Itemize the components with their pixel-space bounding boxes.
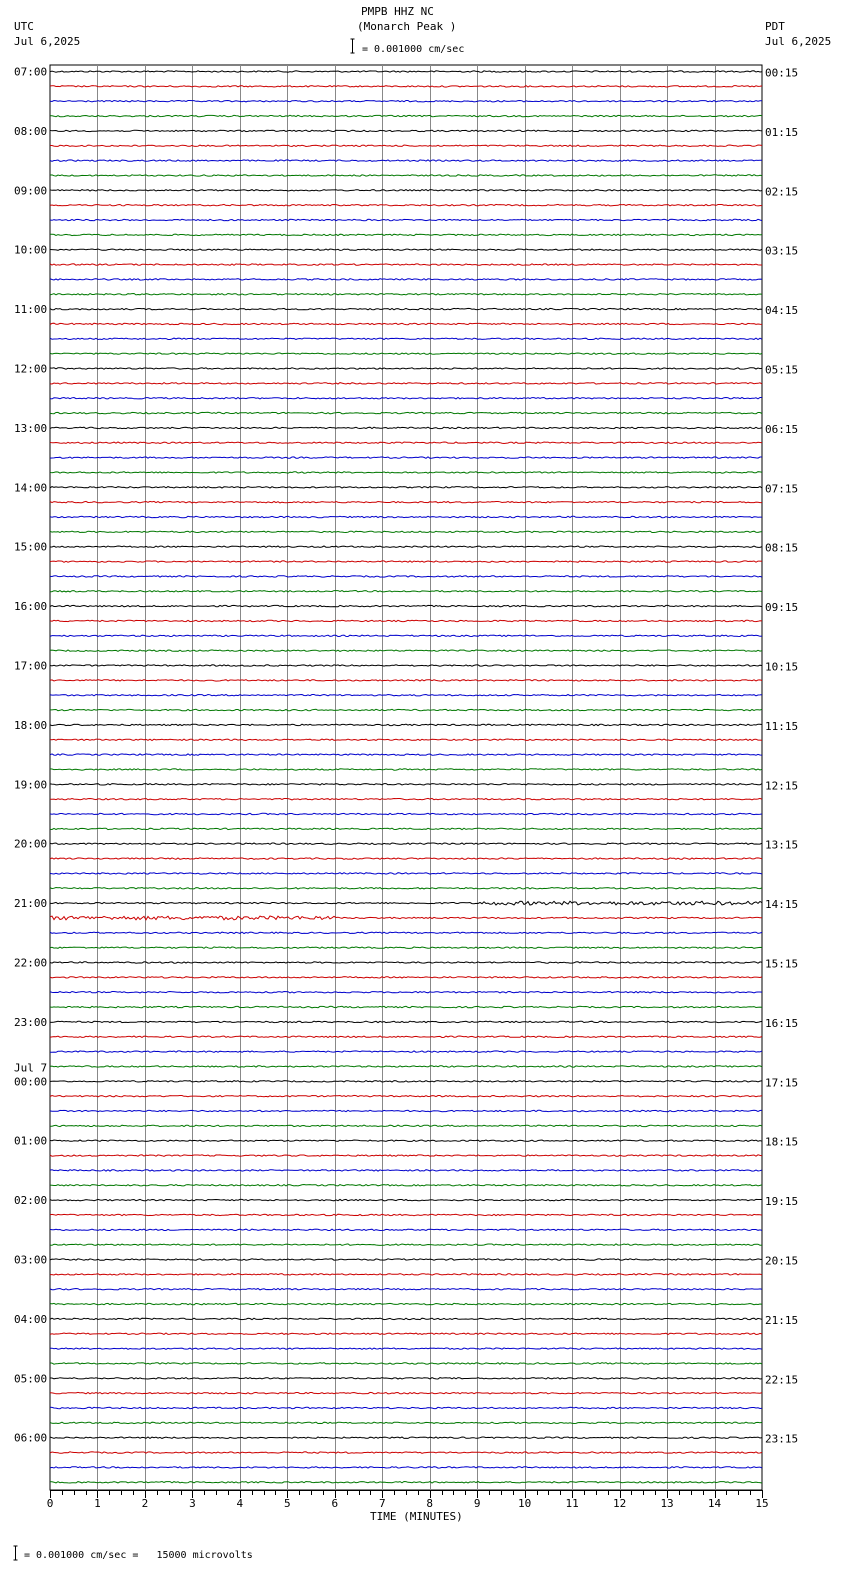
utc-hour-label: 05:00 bbox=[14, 1372, 48, 1386]
seismogram-trace-81 bbox=[50, 1274, 762, 1276]
seismogram-trace-73 bbox=[50, 1155, 762, 1157]
pdt-hour-label: 03:15 bbox=[765, 244, 799, 258]
seismogram-trace-17 bbox=[50, 323, 762, 325]
x-tick-label: 3 bbox=[189, 1497, 196, 1510]
seismogram-trace-65 bbox=[50, 1036, 762, 1038]
seismogram-trace-67 bbox=[50, 1066, 762, 1068]
date-break-label: Jul 7 bbox=[14, 1061, 48, 1075]
seismogram-trace-2 bbox=[50, 101, 762, 102]
seismogram-trace-16 bbox=[50, 308, 762, 309]
seismogram-trace-14 bbox=[50, 279, 762, 280]
seismogram-trace-87 bbox=[50, 1363, 762, 1365]
pdt-hour-label: 09:15 bbox=[765, 601, 799, 615]
seismogram-trace-29 bbox=[50, 501, 762, 503]
seismogram-trace-22 bbox=[50, 398, 762, 399]
seismogram-trace-78 bbox=[50, 1229, 762, 1230]
header-scale-bar bbox=[351, 39, 355, 53]
right-date: Jul 6,2025 bbox=[765, 35, 832, 48]
seismogram-trace-49 bbox=[50, 798, 762, 800]
pdt-hour-label: 11:15 bbox=[765, 719, 799, 733]
pdt-hour-label: 17:15 bbox=[765, 1076, 799, 1090]
seismogram-trace-59 bbox=[50, 947, 762, 949]
seismogram-trace-43 bbox=[50, 709, 762, 711]
seismogram-trace-70 bbox=[50, 1110, 762, 1111]
seismogram-trace-48 bbox=[50, 784, 762, 785]
seismogram-trace-10 bbox=[50, 219, 762, 220]
utc-hour-label: 10:00 bbox=[14, 243, 48, 257]
seismogram-trace-63 bbox=[50, 1006, 762, 1008]
utc-hour-label: 02:00 bbox=[14, 1194, 48, 1208]
utc-hour-label: 03:00 bbox=[14, 1253, 48, 1267]
pdt-hour-label: 04:15 bbox=[765, 304, 799, 318]
utc-hour-label: 21:00 bbox=[14, 897, 48, 911]
x-tick-label: 12 bbox=[612, 1497, 627, 1510]
utc-hour-labels bbox=[14, 66, 47, 1445]
pdt-hour-label: 20:15 bbox=[765, 1254, 799, 1268]
seismogram-trace-25 bbox=[50, 442, 762, 444]
utc-hour-label: 19:00 bbox=[14, 778, 48, 792]
seismogram-trace-20 bbox=[50, 368, 762, 369]
x-tick-label: 14 bbox=[707, 1497, 722, 1510]
seismogram-trace-95 bbox=[50, 1482, 762, 1484]
x-tick-label: 7 bbox=[378, 1497, 386, 1510]
seismogram-trace-12 bbox=[50, 249, 762, 250]
utc-hour-label: 15:00 bbox=[14, 540, 48, 554]
seismogram-trace-24 bbox=[50, 427, 762, 428]
footer-scale-text: = 0.001000 cm/sec = 15000 microvolts bbox=[24, 1550, 253, 1561]
seismogram-trace-32 bbox=[50, 546, 762, 547]
seismogram-trace-8 bbox=[50, 190, 762, 191]
pdt-hour-labels bbox=[765, 67, 798, 1446]
seismogram-trace-6 bbox=[50, 160, 762, 161]
x-tick-label: 6 bbox=[331, 1497, 339, 1510]
seismogram-trace-34 bbox=[50, 576, 762, 577]
seismogram-trace-1 bbox=[50, 86, 762, 88]
utc-hour-label: 13:00 bbox=[14, 421, 48, 435]
seismogram-trace-55 bbox=[50, 888, 762, 890]
utc-hour-label: 14:00 bbox=[14, 481, 48, 495]
seismogram-trace-79 bbox=[50, 1244, 762, 1246]
seismogram-trace-33 bbox=[50, 561, 762, 563]
seismogram-trace-36 bbox=[50, 605, 762, 606]
seismogram-trace-69 bbox=[50, 1095, 762, 1097]
seismogram-trace-57 bbox=[50, 916, 762, 920]
x-tick-label: 8 bbox=[426, 1497, 434, 1510]
utc-hour-label: 07:00 bbox=[14, 65, 48, 79]
seismogram-trace-77 bbox=[50, 1214, 762, 1216]
seismogram-trace-71 bbox=[50, 1125, 762, 1127]
seismogram-trace-72 bbox=[50, 1140, 762, 1141]
pdt-hour-label: 22:15 bbox=[765, 1373, 799, 1387]
seismogram-trace-61 bbox=[50, 977, 762, 979]
seismogram-trace-60 bbox=[50, 962, 762, 963]
seismogram-trace-82 bbox=[50, 1289, 762, 1290]
utc-hour-label: 16:00 bbox=[14, 600, 48, 614]
seismogram-trace-86 bbox=[50, 1348, 762, 1349]
seismogram-trace-37 bbox=[50, 620, 762, 622]
x-tick-label: 2 bbox=[141, 1497, 149, 1510]
seismogram-trace-66 bbox=[50, 1051, 762, 1052]
pdt-hour-label: 02:15 bbox=[765, 185, 799, 199]
pdt-hour-label: 06:15 bbox=[765, 422, 799, 436]
utc-hour-label: 04:00 bbox=[14, 1312, 48, 1326]
station-title: PMPB HHZ NC bbox=[361, 5, 434, 18]
utc-hour-label: 09:00 bbox=[14, 184, 48, 198]
x-tick-label: 10 bbox=[518, 1497, 532, 1510]
pdt-hour-label: 00:15 bbox=[765, 66, 799, 80]
seismogram-trace-21 bbox=[50, 383, 762, 385]
seismogram-trace-3 bbox=[50, 115, 762, 117]
seismogram-trace-50 bbox=[50, 813, 762, 814]
utc-hour-label: 01:00 bbox=[14, 1134, 48, 1148]
pdt-hour-label: 05:15 bbox=[765, 363, 799, 377]
x-tick-label: 1 bbox=[94, 1497, 101, 1510]
seismogram-trace-4 bbox=[50, 130, 762, 131]
seismogram-trace-31 bbox=[50, 531, 762, 533]
x-tick-label: 13 bbox=[660, 1497, 674, 1510]
seismogram-trace-54 bbox=[50, 873, 762, 874]
seismogram-trace-89 bbox=[50, 1392, 762, 1394]
seismogram-trace-27 bbox=[50, 472, 762, 474]
utc-hour-label: 00:00 bbox=[14, 1075, 48, 1089]
pdt-hour-label: 16:15 bbox=[765, 1016, 799, 1030]
left-timezone: UTC bbox=[14, 20, 34, 33]
seismogram-trace-47 bbox=[50, 769, 762, 771]
seismogram-trace-0 bbox=[50, 71, 762, 72]
seismogram-trace-42 bbox=[50, 695, 762, 696]
utc-hour-label: 08:00 bbox=[14, 124, 48, 138]
seismogram-trace-84 bbox=[50, 1318, 762, 1319]
pdt-hour-label: 19:15 bbox=[765, 1195, 799, 1209]
right-timezone: PDT bbox=[765, 20, 785, 33]
trace-group bbox=[50, 71, 762, 1483]
seismogram-trace-46 bbox=[50, 754, 762, 755]
seismogram-trace-45 bbox=[50, 739, 762, 741]
pdt-hour-label: 18:15 bbox=[765, 1135, 799, 1149]
pdt-hour-label: 08:15 bbox=[765, 541, 799, 555]
seismogram-trace-83 bbox=[50, 1303, 762, 1305]
seismogram-trace-15 bbox=[50, 294, 762, 296]
seismogram-trace-30 bbox=[50, 516, 762, 517]
seismogram-trace-35 bbox=[50, 591, 762, 593]
x-tick-label: 0 bbox=[46, 1497, 54, 1510]
x-tick-label: 11 bbox=[565, 1497, 579, 1510]
seismogram-trace-80 bbox=[50, 1259, 762, 1260]
seismogram-trace-26 bbox=[50, 457, 762, 458]
seismogram-trace-75 bbox=[50, 1185, 762, 1187]
seismogram-trace-88 bbox=[50, 1378, 762, 1379]
x-axis-title: TIME (MINUTES) bbox=[370, 1510, 463, 1523]
x-tick-label: 9 bbox=[473, 1497, 481, 1510]
utc-hour-label: 20:00 bbox=[14, 837, 48, 851]
pdt-hour-label: 15:15 bbox=[765, 957, 799, 971]
seismogram-trace-92 bbox=[50, 1437, 762, 1438]
footer-scale-bar bbox=[14, 1546, 18, 1560]
utc-hour-label: 06:00 bbox=[14, 1431, 48, 1445]
pdt-hour-label: 10:15 bbox=[765, 660, 799, 674]
pdt-hour-label: 21:15 bbox=[765, 1313, 799, 1327]
utc-hour-label: 11:00 bbox=[14, 303, 48, 317]
seismogram-trace-90 bbox=[50, 1407, 762, 1408]
pdt-hour-label: 13:15 bbox=[765, 838, 799, 852]
pdt-hour-label: 07:15 bbox=[765, 482, 799, 496]
seismogram-trace-38 bbox=[50, 635, 762, 636]
seismogram-trace-74 bbox=[50, 1170, 762, 1171]
seismogram-trace-40 bbox=[50, 665, 762, 666]
seismogram-trace-18 bbox=[50, 338, 762, 339]
seismogram-trace-51 bbox=[50, 828, 762, 830]
x-tick-label: 5 bbox=[284, 1497, 291, 1510]
seismogram-trace-91 bbox=[50, 1422, 762, 1424]
seismogram-trace-56 bbox=[50, 901, 762, 905]
seismogram-trace-76 bbox=[50, 1199, 762, 1200]
x-axis bbox=[47, 1490, 769, 1510]
seismogram-trace-68 bbox=[50, 1081, 762, 1082]
station-location: (Monarch Peak ) bbox=[357, 20, 457, 33]
pdt-hour-label: 12:15 bbox=[765, 779, 799, 793]
seismogram-trace-93 bbox=[50, 1452, 762, 1454]
header-scale-text: = 0.001000 cm/sec bbox=[362, 44, 465, 55]
seismogram-trace-62 bbox=[50, 992, 762, 993]
utc-hour-label: 18:00 bbox=[14, 718, 48, 732]
seismogram-trace-85 bbox=[50, 1333, 762, 1335]
seismogram-trace-53 bbox=[50, 858, 762, 860]
seismogram-trace-9 bbox=[50, 204, 762, 206]
x-tick-label: 15 bbox=[755, 1497, 769, 1510]
utc-hour-label: 23:00 bbox=[14, 1015, 48, 1029]
pdt-hour-label: 23:15 bbox=[765, 1432, 799, 1446]
pdt-hour-label: 14:15 bbox=[765, 898, 799, 912]
seismogram-trace-23 bbox=[50, 412, 762, 414]
seismogram-trace-64 bbox=[50, 1021, 762, 1022]
seismogram-trace-7 bbox=[50, 175, 762, 177]
seismogram-trace-19 bbox=[50, 353, 762, 355]
seismogram-trace-94 bbox=[50, 1467, 762, 1468]
seismogram-trace-11 bbox=[50, 234, 762, 236]
seismogram-trace-39 bbox=[50, 650, 762, 652]
seismogram-trace-5 bbox=[50, 145, 762, 147]
seismogram-trace-52 bbox=[50, 843, 762, 844]
utc-hour-label: 12:00 bbox=[14, 362, 48, 376]
seismogram-trace-58 bbox=[50, 932, 762, 933]
seismogram-trace-44 bbox=[50, 724, 762, 725]
seismogram-trace-41 bbox=[50, 680, 762, 682]
utc-hour-label: 17:00 bbox=[14, 659, 48, 673]
seismogram-trace-13 bbox=[50, 264, 762, 266]
left-date: Jul 6,2025 bbox=[14, 35, 81, 48]
x-tick-label: 4 bbox=[236, 1497, 244, 1510]
pdt-hour-label: 01:15 bbox=[765, 125, 799, 139]
utc-hour-label: 22:00 bbox=[14, 956, 48, 970]
seismogram-trace-28 bbox=[50, 487, 762, 488]
